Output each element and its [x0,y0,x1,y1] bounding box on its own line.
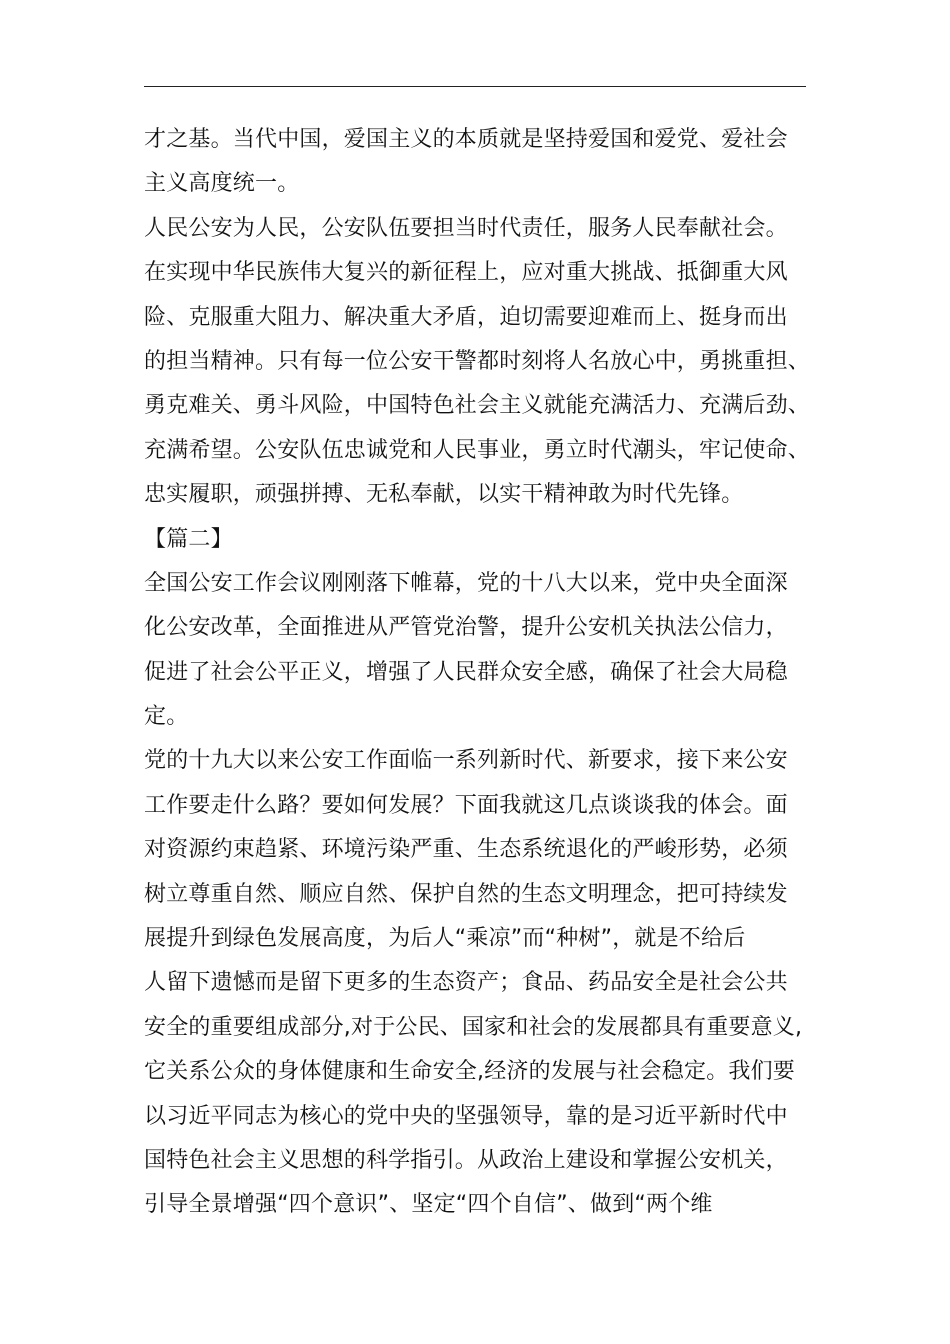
text-line: 党的十九大以来公安工作面临一系列新时代、新要求，接下来公安 [144,748,788,774]
text-line: 忠实履职，顽强拼搏、无私奉献，以实干精神敢为时代先锋。 [144,482,744,508]
text-line: 展提升到绿色发展高度，为后人“乘凉”而“种树”，就是不给后 [144,926,746,952]
text-line: 主义高度统一。 [144,171,300,197]
text-line: 国特色社会主义思想的科学指引。从政治上建设和掌握公安机关， [144,1147,788,1173]
text-line: 安全的重要组成部分,对于公民、国家和社会的发展都具有重要意义, [144,1014,803,1040]
text-line: 引导全景增强“四个意识”、坚定“四个自信”、做到“两个维 [144,1192,713,1218]
text-line: 促进了社会公平正义，增强了人民群众安全感，确保了社会大局稳 [144,659,788,685]
text-line: 化公安改革，全面推进从严管党治警，提升公安机关执法公信力， [144,615,788,641]
text-line: 人留下遗憾而是留下更多的生态资产；食品、药品安全是社会公共 [144,970,788,996]
section-heading: 【篇二】 [144,526,233,552]
text-line: 定。 [144,704,189,730]
text-line: 以习近平同志为核心的党中央的坚强领导，靠的是习近平新时代中 [144,1103,788,1129]
text-line: 全国公安工作会议刚刚落下帷幕，党的十八大以来，党中央全面深 [144,570,788,596]
document-body [144,118,824,1228]
text-line: 在实现中华民族伟大复兴的新征程上，应对重大挑战、抵御重大风 [144,260,788,286]
text-line: 它关系公众的身体健康和生命安全,经济的发展与社会稳定。我们要 [144,1059,795,1085]
text-line: 充满希望。公安队伍忠诚党和人民事业，勇立时代潮头，牢记使命、 [144,437,811,463]
text-line: 勇克难关、勇斗风险，中国特色社会主义就能充满活力、充满后劲、 [144,393,811,419]
text-line: 的担当精神。只有每一位公安干警都时刻将人名放心中，勇挑重担、 [144,348,811,374]
text-line: 人民公安为人民，公安队伍要担当时代责任，服务人民奉献社会。 [144,215,788,241]
header-rule [144,86,806,87]
text-line: 险、克服重大阻力、解决重大矛盾，迫切需要迎难而上、挺身而出 [144,304,788,330]
text-line: 才之基。当代中国，爱国主义的本质就是坚持爱国和爱党、爱社会 [144,127,788,152]
text-line: 工作要走什么路？要如何发展？下面我就这几点谈谈我的体会。面 [144,792,788,818]
text-line: 树立尊重自然、顺应自然、保护自然的生态文明理念，把可持续发 [144,881,788,907]
text-line: 对资源约束趋紧、环境污染严重、生态系统退化的严峻形势，必须 [144,837,788,863]
